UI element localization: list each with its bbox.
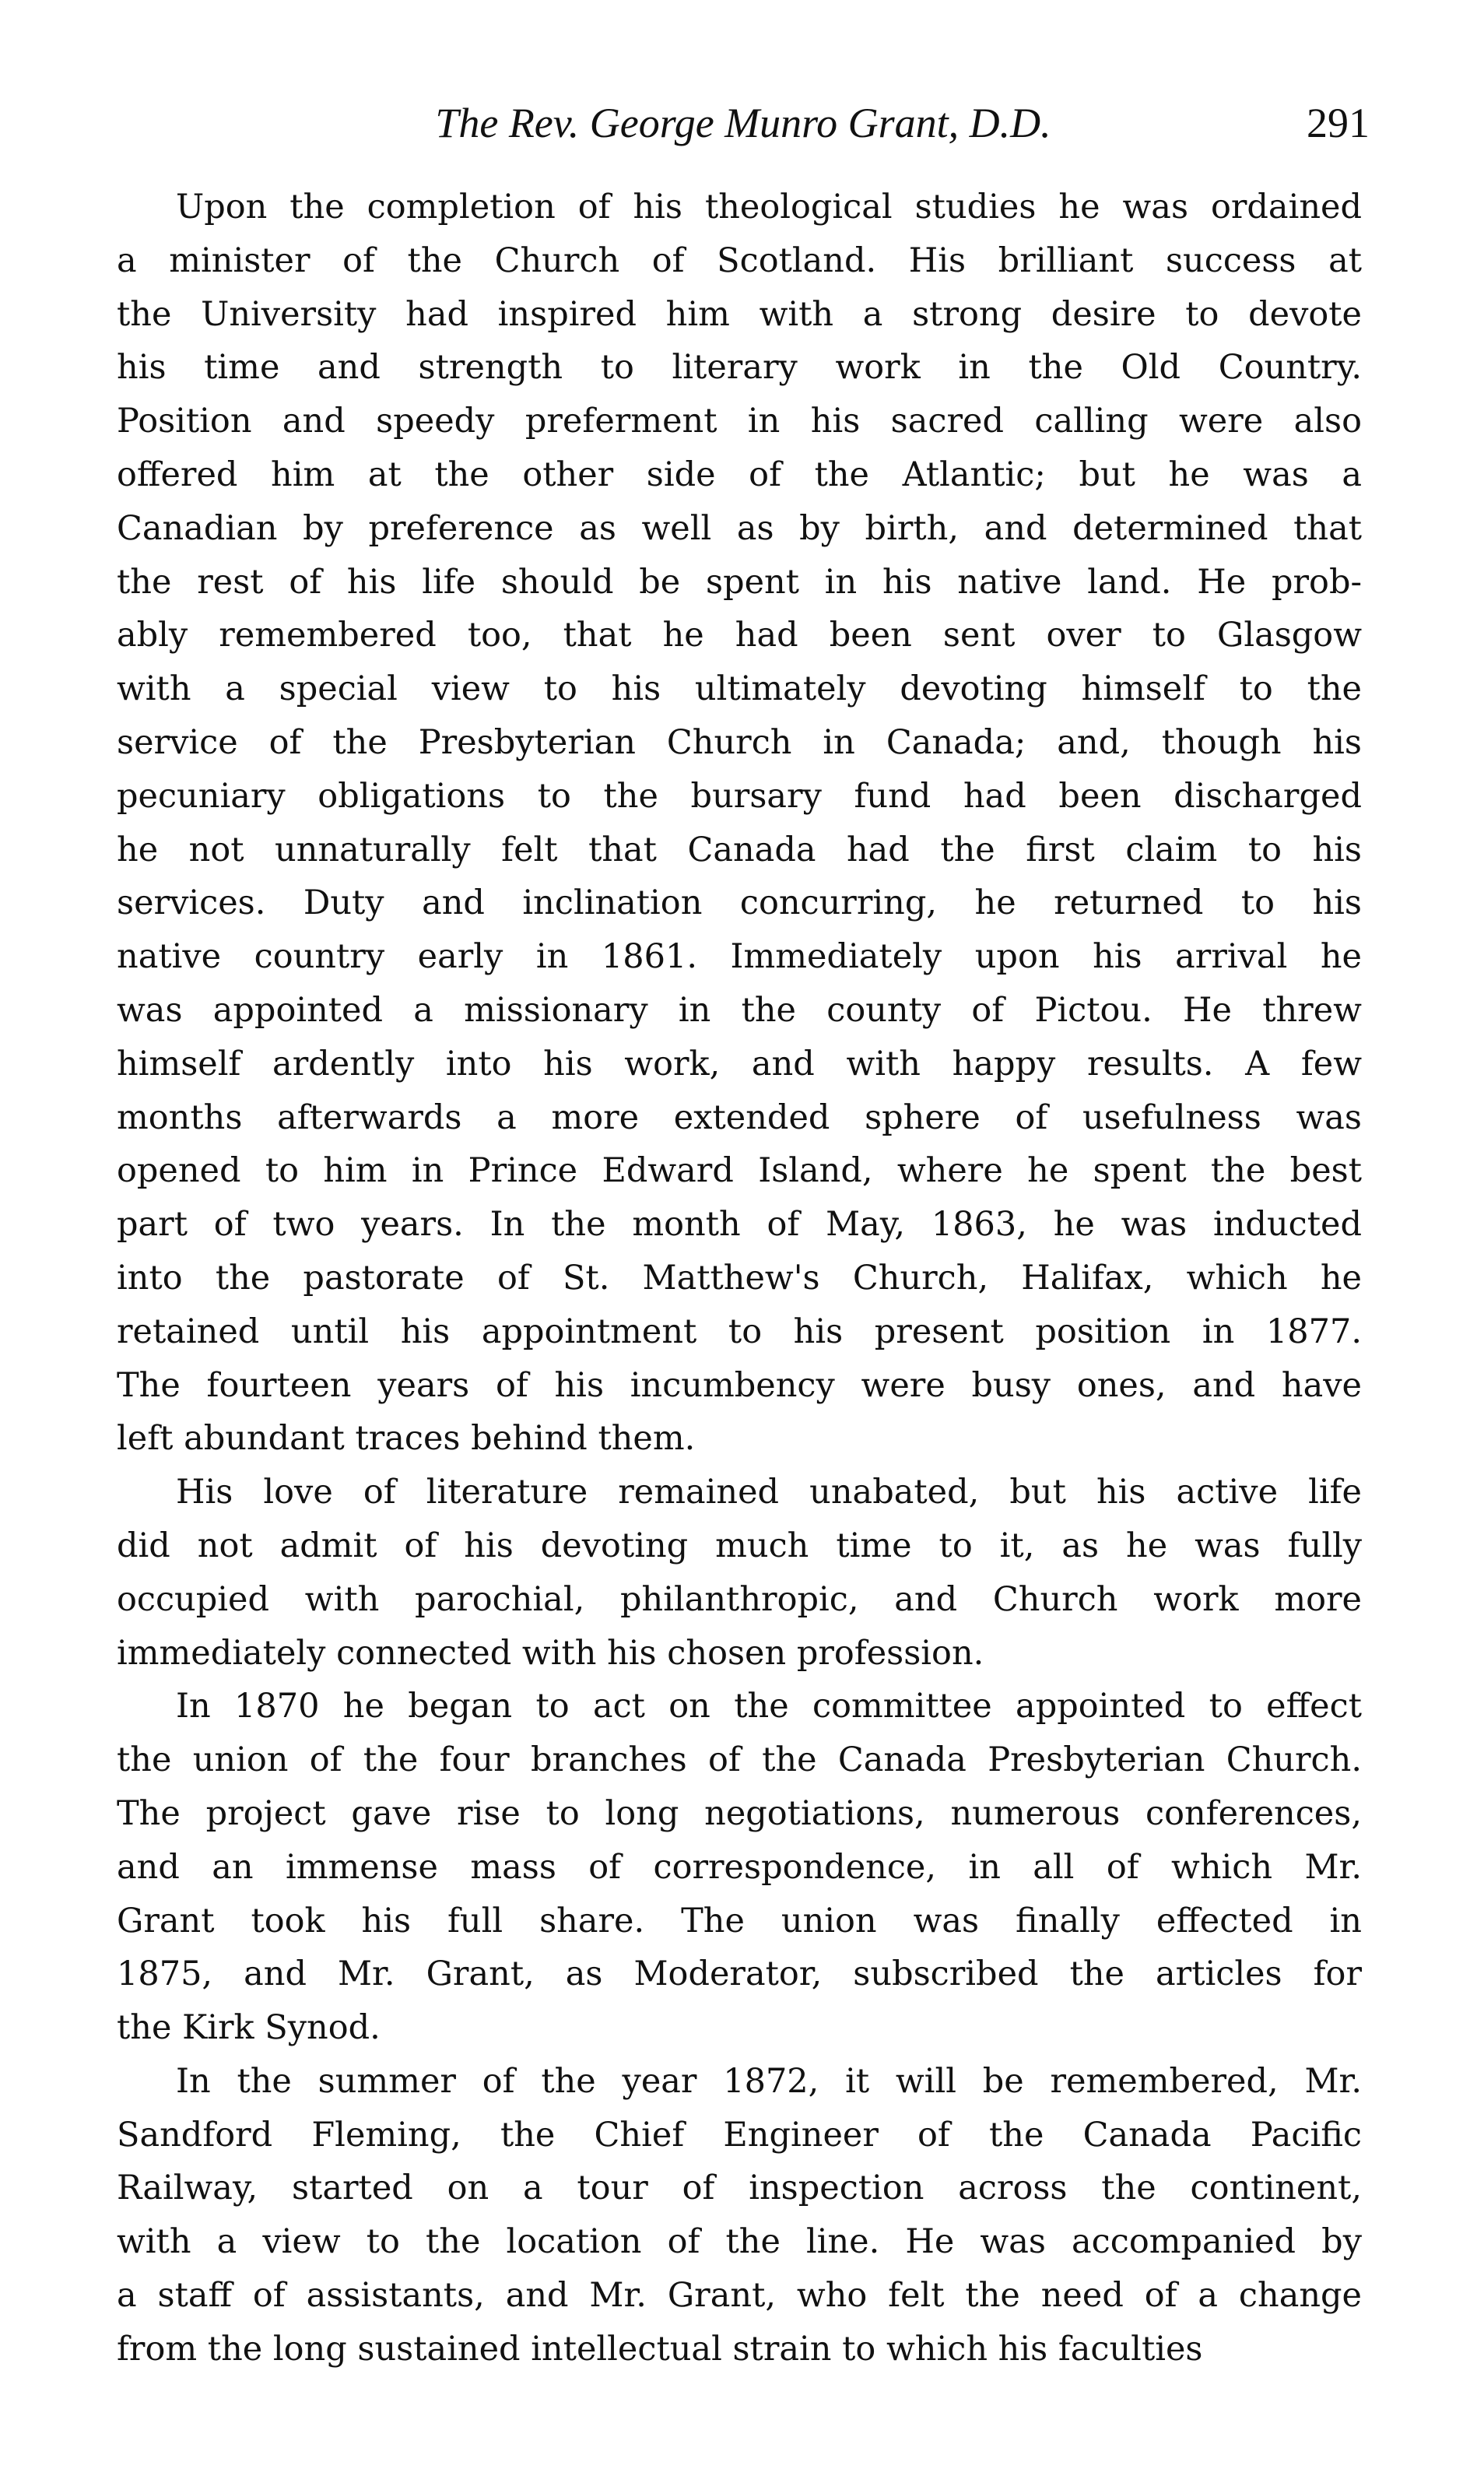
text-line: Upon the completion of his theological studies he was ordained	[176, 188, 1362, 227]
body-text	[117, 181, 1362, 2376]
text-line: The project gave rise to long negotiations, numerous conferences,	[117, 1793, 1362, 1833]
text-line: pecuniary obligations to the bursary fund had been discharged	[117, 776, 1362, 816]
paragraph	[117, 1466, 1362, 1680]
text-line: services. Duty and inclination concurring, he returned to his	[117, 883, 1362, 923]
text-line: service of the Presbyterian Church in Canada; and, though his	[117, 722, 1362, 762]
text-line: a staff of assistants, and Mr. Grant, who felt the need of a change	[117, 2276, 1362, 2316]
text-line: was appointed a missionary in the county of Pictou. He threw	[117, 990, 1362, 1030]
text-line: himself ardently into his work, and with happy results. A few	[117, 1044, 1362, 1083]
text-line: did not admit of his devoting much time to it, as he was fully	[117, 1526, 1362, 1565]
paragraph	[117, 181, 1362, 1466]
text-line: ably remembered too, that he had been sent over to Glasgow	[117, 616, 1362, 655]
text-line: The fourteen years of his incumbency were busy ones, and have	[117, 1365, 1362, 1405]
text-line: offered him at the other side of the Atlantic; but he was a	[117, 455, 1362, 494]
text-line: the University had inspired him with a strong desire to devote	[117, 294, 1362, 334]
text-line: left abundant traces behind them.	[117, 1419, 696, 1459]
text-line: and an immense mass of correspondence, in all of which Mr.	[117, 1847, 1362, 1887]
running-title: The Rev. George Munro Grant, D.D.	[435, 100, 1051, 146]
text-line: the Kirk Synod.	[117, 2008, 381, 2048]
text-line: with a view to the location of the line. He was accompanied by	[117, 2222, 1362, 2262]
text-line: native country early in 1861. Immediately upon his arrival he	[117, 937, 1362, 977]
text-line: In the summer of the year 1872, it will be remembered, Mr.	[176, 2061, 1362, 2101]
paragraph	[117, 1680, 1362, 2055]
text-line: retained until his appointment to his present position in 1877.	[117, 1312, 1362, 1351]
text-line: into the pastorate of St. Matthew's Church, Halifax, which he	[117, 1258, 1362, 1298]
page-number: 291	[1307, 100, 1370, 146]
text-line: part of two years. In the month of May, 1863, he was inducted	[117, 1205, 1362, 1245]
text-line: Canadian by preference as well as by birth, and determined that	[117, 508, 1362, 548]
paragraph	[117, 2055, 1362, 2376]
text-line: 1875, and Mr. Grant, as Moderator, subscribed the articles for	[117, 1954, 1362, 1994]
text-line: His love of literature remained unabated, but his active life	[176, 1473, 1362, 1512]
text-line: immediately connected with his chosen profession.	[117, 1633, 984, 1673]
text-line: the union of the four branches of the Canada Presbyterian Church.	[117, 1740, 1362, 1780]
running-head	[117, 92, 1370, 154]
text-line: In 1870 he began to act on the committee appointed to effect	[176, 1687, 1362, 1726]
text-line: Railway, started on a tour of inspection across the continent,	[117, 2169, 1362, 2208]
text-line: Position and speedy preferment in his sacred calling were also	[117, 402, 1362, 441]
text-line: with a special view to his ultimately devoting himself to the	[117, 669, 1362, 709]
text-line: his time and strength to literary work in the Old Country.	[117, 348, 1362, 388]
text-line: Grant took his full share. The union was finally effected in	[117, 1901, 1362, 1940]
text-line: a minister of the Church of Scotland. His brilliant success at	[117, 241, 1362, 280]
text-line: months afterwards a more extended sphere of usefulness was	[117, 1098, 1362, 1137]
text-line: Sandford Fleming, the Chief Engineer of the Canada Pacific	[117, 2115, 1362, 2155]
text-line: opened to him in Prince Edward Island, where he spent the best	[117, 1151, 1362, 1191]
text-line: the rest of his life should be spent in his native land. He prob-	[117, 562, 1362, 602]
text-line: from the long sustained intellectual strain to which his faculties	[117, 2329, 1203, 2369]
text-line: he not unnaturally felt that Canada had the first claim to his	[117, 830, 1362, 869]
text-line: occupied with parochial, philanthropic, and Church work more	[117, 1579, 1362, 1619]
